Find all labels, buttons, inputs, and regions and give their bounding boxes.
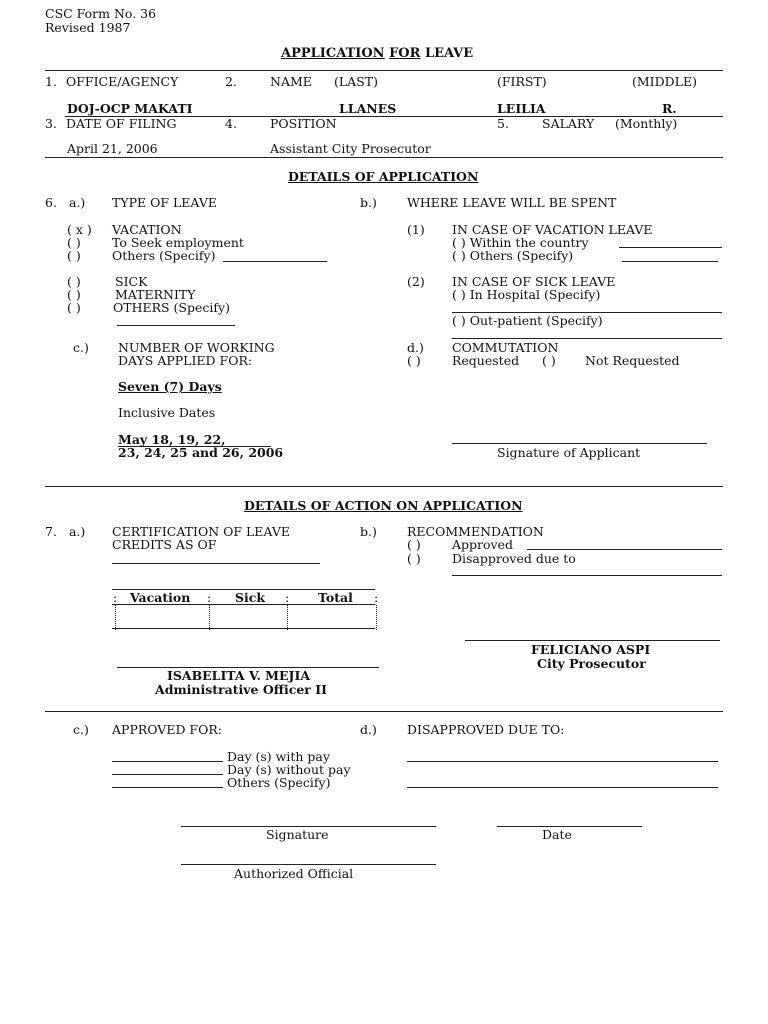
disapproved-reason-field[interactable] — [452, 575, 722, 576]
inclusive-dates-line1[interactable]: May 18, 19, 22, — [118, 432, 226, 447]
sick-checkbox[interactable]: ( ) — [67, 274, 81, 289]
position-label: POSITION — [270, 116, 337, 131]
others-label: Others (Specify) — [112, 248, 216, 263]
divider — [45, 70, 723, 71]
type-of-leave-label: TYPE OF LEAVE — [112, 195, 217, 210]
applicant-signature-line[interactable] — [452, 443, 707, 444]
not-requested-checkbox[interactable]: ( ) — [542, 353, 556, 368]
salary-note: (Monthly) — [615, 116, 678, 131]
others-checkbox[interactable]: ( ) — [67, 248, 81, 263]
sub-item: c.) — [73, 722, 89, 737]
middle-name-label: (MIDDLE) — [632, 74, 697, 89]
sick-label: SICK — [115, 274, 148, 289]
item-number: 5. — [497, 116, 509, 131]
disapproved-reason-line[interactable] — [407, 761, 718, 762]
within-country-field[interactable] — [619, 247, 722, 248]
form-revised: Revised 1987 — [45, 20, 131, 35]
table-colon-rule — [115, 605, 116, 630]
officer-title: Administrative Officer II — [155, 682, 327, 697]
vacation-label: VACATION — [112, 222, 182, 237]
table-colon: : — [207, 590, 212, 605]
first-name-label: (FIRST) — [497, 74, 547, 89]
others-specify-approved-field[interactable] — [112, 787, 223, 788]
sub-item: a.) — [69, 524, 86, 539]
days-with-pay-field[interactable] — [112, 761, 223, 762]
inclusive-dates-label: Inclusive Dates — [118, 405, 216, 420]
signature-of-applicant-label: Signature of Applicant — [497, 445, 641, 460]
sub-item: c.) — [73, 340, 89, 355]
first-name-value[interactable]: LEILIA — [497, 101, 546, 116]
certification-label-2: CREDITS AS OF — [112, 537, 217, 552]
sub-number: (1) — [407, 222, 425, 237]
recommendation-label: RECOMMENDATION — [407, 524, 544, 539]
where-leave-spent-label: WHERE LEAVE WILL BE SPENT — [407, 195, 617, 210]
maternity-label: MATERNITY — [115, 287, 196, 302]
authorized-official-line[interactable] — [181, 864, 436, 865]
page-title — [281, 47, 473, 61]
table-colon-rule — [287, 605, 288, 630]
prosecutor-title: City Prosecutor — [537, 656, 646, 671]
others2-specify-field[interactable] — [117, 325, 235, 326]
sub-item: a.) — [69, 195, 86, 210]
table-colon-rule — [376, 605, 377, 630]
seek-employment-checkbox[interactable]: ( ) — [67, 235, 81, 250]
sub-item: d.) — [360, 722, 377, 737]
prosecutor-signature-line[interactable] — [465, 640, 720, 641]
days-with-pay-label: Day (s) with pay — [227, 749, 330, 764]
disapproved-reason-line[interactable] — [407, 787, 718, 788]
credits-as-of-field[interactable] — [112, 563, 320, 564]
sick-case-label: IN CASE OF SICK LEAVE — [452, 274, 616, 289]
table-colon-rule — [209, 605, 210, 630]
not-requested-label: Not Requested — [585, 353, 680, 368]
approved-checkbox[interactable]: ( ) — [407, 537, 421, 552]
approved-field[interactable] — [527, 549, 722, 550]
seek-employment-label: To Seek employment — [112, 235, 244, 250]
table-colon: : — [113, 590, 118, 605]
vacation-case-label: IN CASE OF VACATION LEAVE — [452, 222, 653, 237]
credits-table-bottom — [112, 628, 375, 629]
commutation-label: COMMUTATION — [452, 340, 559, 355]
date-of-filing-label: DATE OF FILING — [66, 116, 177, 131]
divider — [45, 486, 723, 487]
certification-label-1: CERTIFICATION OF LEAVE — [112, 524, 290, 539]
disapproved-checkbox[interactable]: ( ) — [407, 551, 421, 566]
sub-item: d.) — [407, 340, 424, 355]
working-days-label-1: NUMBER OF WORKING — [118, 340, 275, 355]
col-vacation: Vacation — [130, 590, 191, 605]
date-of-filing-value[interactable]: April 21, 2006 — [67, 141, 158, 156]
position-value[interactable]: Assistant City Prosecutor — [270, 141, 431, 156]
inclusive-dates-line2[interactable]: 23, 24, 25 and 26, 2006 — [118, 445, 284, 460]
sub-item: b.) — [360, 195, 377, 210]
maternity-checkbox[interactable]: ( ) — [67, 287, 81, 302]
item-number: 1. — [45, 74, 57, 89]
col-sick: Sick — [235, 590, 266, 605]
col-total: Total — [318, 590, 353, 605]
details-of-application-heading: DETAILS OF APPLICATION — [288, 169, 479, 184]
within-country-checkbox[interactable]: ( ) Within the country — [452, 235, 589, 250]
days-without-pay-field[interactable] — [112, 774, 223, 775]
disapproved-due-label: DISAPPROVED DUE TO: — [407, 722, 565, 737]
last-name-value[interactable]: LLANES — [339, 101, 397, 116]
out-patient-field[interactable] — [452, 338, 722, 339]
item-number: 3. — [45, 116, 57, 131]
item-number: 4. — [225, 116, 237, 131]
prosecutor-name: FELICIANO ASPI — [531, 642, 651, 657]
middle-name-value[interactable]: R. — [662, 101, 677, 116]
office-value[interactable]: DOJ-OCP MAKATI — [67, 101, 193, 116]
office-label: OFFICE/AGENCY — [66, 74, 179, 89]
signature-label: Signature — [266, 827, 329, 842]
form-number: CSC Form No. 36 — [45, 6, 157, 21]
out-patient-checkbox[interactable]: ( ) Out-patient (Specify) — [452, 313, 603, 328]
credits-table-row — [112, 604, 375, 605]
requested-label: Requested — [452, 353, 520, 368]
sub-item: b.) — [360, 524, 377, 539]
title-part1: APPLICATION — [281, 46, 385, 61]
table-colon: : — [374, 590, 379, 605]
table-colon: : — [285, 590, 290, 605]
days-without-pay-label: Day (s) without pay — [227, 762, 351, 777]
authorized-official-label: Authorized Official — [234, 866, 354, 881]
details-of-action-heading: DETAILS OF ACTION ON APPLICATION — [244, 498, 523, 513]
in-hospital-checkbox[interactable]: ( ) In Hospital (Specify) — [452, 287, 601, 302]
divider — [45, 711, 723, 712]
date-label: Date — [542, 827, 572, 842]
approved-label: Approved — [452, 537, 513, 552]
item-number: 2. — [225, 74, 237, 89]
others-specify-approved-label: Others (Specify) — [227, 775, 331, 790]
salary-label: SALARY — [542, 116, 595, 131]
title-part4: LEAVE — [420, 46, 474, 61]
last-name-label: (LAST) — [334, 74, 378, 89]
approved-for-label: APPROVED FOR: — [112, 722, 222, 737]
divider — [45, 157, 723, 158]
requested-checkbox[interactable]: ( ) — [407, 353, 421, 368]
others2-label: OTHERS (Specify) — [113, 300, 230, 315]
working-days-value[interactable]: Seven (7) Days — [118, 379, 222, 394]
name-label: NAME — [270, 74, 312, 89]
working-days-label-2: DAYS APPLIED FOR: — [118, 353, 253, 368]
sub-number: (2) — [407, 274, 425, 289]
disapproved-label: Disapproved due to — [452, 551, 576, 566]
others-specify-field[interactable] — [223, 261, 327, 262]
item-number: 6. — [45, 195, 57, 210]
abroad-specify-field[interactable] — [622, 261, 718, 262]
others2-checkbox[interactable]: ( ) — [67, 300, 81, 315]
vacation-checkbox[interactable]: ( x ) — [67, 222, 92, 237]
officer-name: ISABELITA V. MEJIA — [167, 668, 311, 683]
title-part3: FOR — [389, 46, 421, 61]
abroad-checkbox[interactable]: ( ) Others (Specify) — [452, 248, 574, 263]
item-number: 7. — [45, 524, 57, 539]
